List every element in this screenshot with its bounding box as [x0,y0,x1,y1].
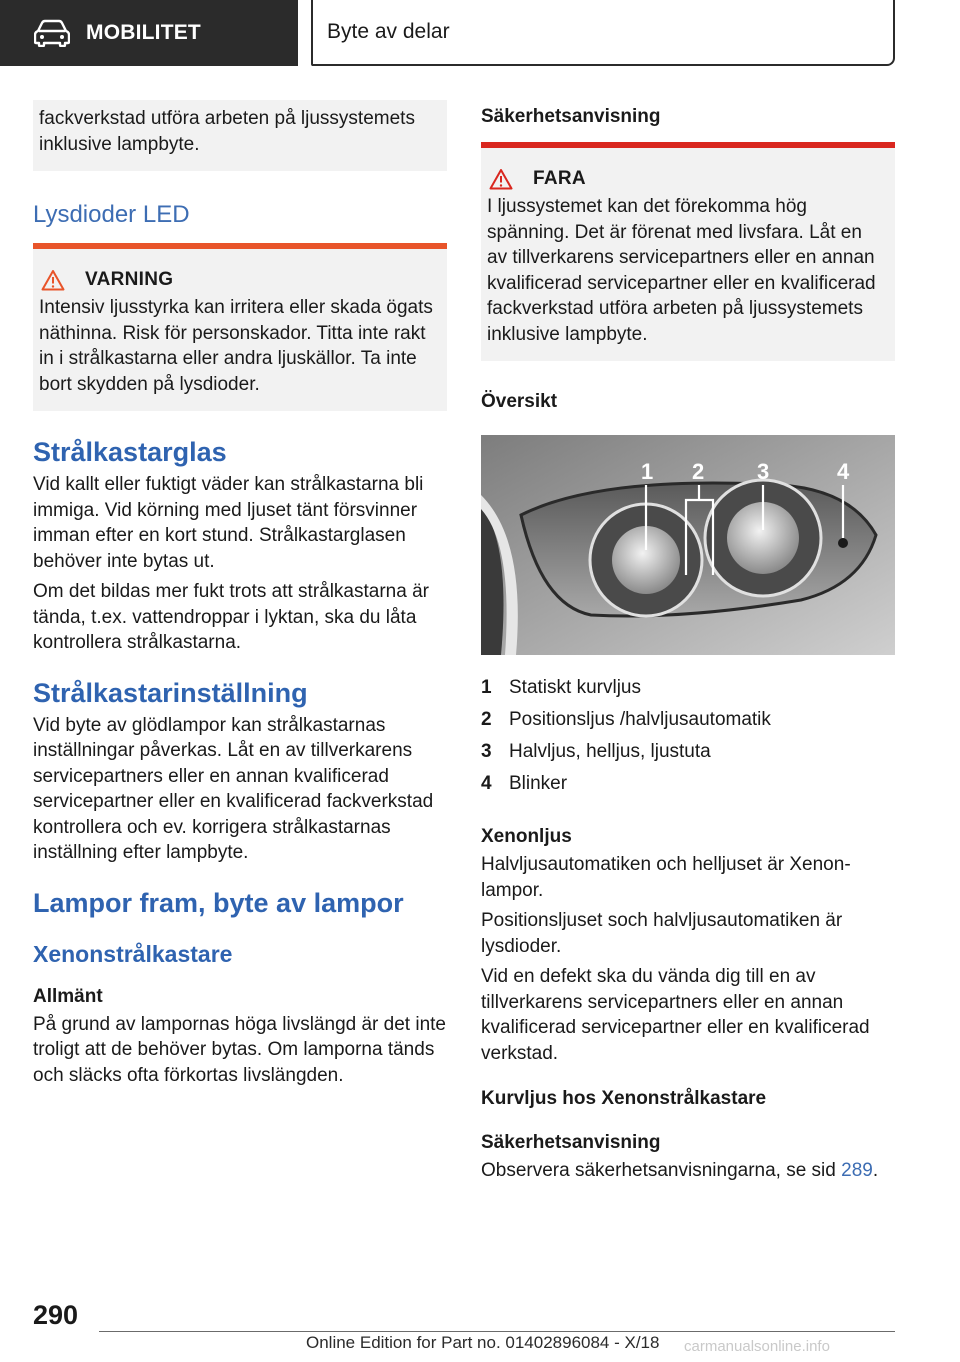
left-column [33,100,447,1093]
safety2-text: Observera säkerhetsanvisningarna, se sid [481,1160,842,1181]
xenonljus-paragraph-1: Halvljusautomatiken och helljuset är Xenon-lampor. [481,854,851,901]
figure-label-2: 2 [692,459,705,484]
glass-paragraph-2: Om det bildas mer fukt trots att strålkastarna är tända, t.ex. vattendroppar i lyktan, ska du låta kontrollera strålkastarna. [33,581,429,653]
general-heading: Allmänt [33,985,103,1007]
footer-edition: Online Edition for Part no. 01402896084 - X/18 [306,1333,660,1352]
glass-heading: Strålkastarglas [33,437,227,467]
setting-heading: Strålkastarinställning [33,677,308,708]
xenonljus-paragraph-2: Positionsljuset soch halvljusautomatiken är lysdioder. [481,910,843,957]
section-tab [0,0,298,66]
legend-number: 3 [481,741,492,762]
led-heading: Lysdioder LED [33,201,190,228]
footer-watermark: carmanualsonline.info [684,1338,830,1355]
chapter-title-box [311,0,895,66]
danger-triangle-icon [489,168,513,190]
figure-label-1: 1 [641,459,654,484]
warning-label: VARNING [85,269,174,290]
car-icon [34,19,70,47]
footer-divider [99,1331,895,1332]
safety2-heading: Säkerhetsanvisning [481,1132,661,1153]
continued-note-text: fackverkstad utföra arbeten på ljussystemets inklusive lampbyte. [39,108,415,155]
danger-text: I ljussystemet kan det förekomma hög spänning. Det är förenat med livsfara. Låt en av tillverkarens servicepartners eller en annan kvalificerad servicepartner eller en kvalificerad fackverkstad utföra arbeten på ljussystemets inklusive lampbyte. [487,196,876,345]
legend-item [481,704,895,736]
legend-text: Positionsljus /halvljusautomatik [509,709,771,730]
legend-text: Statiskt kurvljus [509,677,641,698]
danger-label: FARA [533,168,586,189]
glass-paragraph-1: Vid kallt eller fuktigt väder kan strålkastarna bli immiga. Vid körning med ljuset tänt försvinner imman efter en kort stund. Strålkastarglasen behöver inte bytas ut. [33,474,424,572]
continued-note-box [33,100,447,171]
figure-label-3: 3 [757,459,770,484]
warning-header [39,269,439,291]
legend-number: 4 [481,773,492,794]
setting-paragraph-1: Vid byte av glödlampor kan strålkastarnas inställningar påverkas. Låt en av tillverkarens servicepartners eller en annan kvalificerad servicepartner eller en kvalificerad fackverkstad kontrollera och ev. korrigera strålkastarnas inställning efter lampbyte. [33,714,434,863]
section-label: MOBILITET [86,21,201,44]
legend-item [481,736,895,768]
chapter-title: Byte av delar [327,20,450,43]
legend-number: 2 [481,709,492,730]
xenonljus-paragraph-3: Vid en defekt ska du vända dig till en av tillverkarens servicepartners eller en annan kvalificerad servicepartner eller en kvalificerad verkstad. [481,966,870,1064]
xenon-heading: Xenonstrålkastare [33,940,233,967]
legend-text: Blinker [509,773,568,794]
danger-header [487,168,887,190]
legend-text: Halvljus, helljus, ljustuta [509,741,711,762]
safety2-period: . [872,1160,879,1181]
figure-label-4: 4 [837,459,850,484]
safety2-paragraph [481,1158,895,1184]
safety-heading: Säkerhetsanvisning [481,106,661,127]
figure-blinker [838,538,848,548]
headlight-figure [481,435,895,655]
legend-item [481,672,895,704]
warning-text: Intensiv ljusstyrka kan irritera eller skada ögats näthinna. Risk för personskador. Titta inte rakt in i strålkastarna eller andra ljuskällor. Ta inte bort skydden på lysdioder. [39,297,433,395]
overview-heading: Översikt [481,391,558,412]
xenonljus-heading: Xenonljus [481,826,572,847]
figure-legend [481,672,895,800]
legend-number: 1 [481,677,492,698]
right-column [481,100,895,1189]
page-reference-link[interactable]: 289 [841,1160,873,1181]
warning-box [33,249,447,411]
general-paragraph-1: På grund av lampornas höga livslängd är det inte troligt att de behöver bytas. Om lamporna tänds och släcks ofta förkortas livslängden. [33,1013,446,1086]
legend-item [481,768,895,800]
curve-light-heading: Kurvljus hos Xenonstrålkastare [481,1088,767,1109]
page-number: 290 [33,1300,79,1330]
lamps-heading: Lampor fram, byte av lampor [33,887,404,918]
danger-box [481,148,895,361]
warning-triangle-icon [41,269,65,291]
